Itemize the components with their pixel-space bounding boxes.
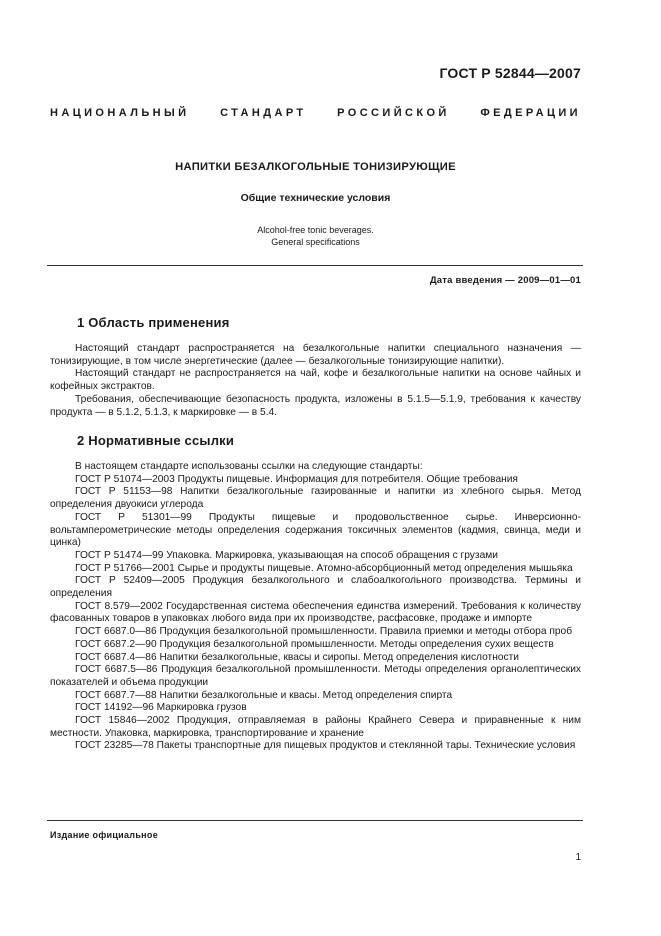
standard-number: ГОСТ Р 52844—2007 (439, 65, 581, 81)
reference-item: ГОСТ Р 51153—98 Напитки безалкогольные газированные и напитки из хлебного сырья. Метод определения двуокиси углерода (50, 486, 581, 511)
reference-item: ГОСТ 23285—78 Пакеты транспортные для пищевых продуктов и стеклянной тары. Технические условия (75, 740, 576, 752)
english-title (50, 224, 581, 248)
reference-item: ГОСТ 6687.7—88 Напитки безалкогольные и квасы. Метод определения спирта (75, 689, 453, 701)
footer-divider (47, 820, 583, 821)
reference-item: ГОСТ 14192—96 Маркировка грузов (75, 702, 247, 714)
reference-item: ГОСТ Р 51301—99 Продукты пищевые и продовольственное сырье. Инверсионно-вольтамперометрические методы определения содержания токсичных элементов (кадмия, свинца, меди и цинка) (50, 511, 581, 549)
english-title-line-2: General specifications (271, 237, 360, 247)
page-number: 1 (575, 852, 581, 863)
reference-item: ГОСТ 6687.5—86 Продукция безалкогольной промышленности. Методы определения органолептических показателей и объема продукции (50, 664, 581, 688)
document-title: НАПИТКИ БЕЗАЛКОГОЛЬНЫЕ ТОНИЗИРУЮЩИЕ (175, 161, 456, 173)
reference-item: ГОСТ Р 51766—2001 Сырье и продукты пищевые. Атомно-абсорбционный метод определения мышьяка (75, 562, 573, 574)
reference-item: ГОСТ 6687.4—86 Напитки безалкогольные, квасы и сиропы. Метод определения кислотности (75, 651, 519, 663)
reference-item: В настоящем стандарте использованы ссылки на следующие стандарты: (75, 461, 423, 472)
reference-item: ГОСТ 15846—2002 Продукция, отправляемая в районы Крайнего Севера и приравненные к ним местности. Упаковка, маркировка, транспортирование и хранение (50, 715, 581, 739)
document-subtitle: Общие технические условия (240, 192, 391, 204)
section-1-heading: 1 Область применения (77, 315, 230, 330)
section-1-paragraph: Требования, обеспечивающие безопасность продукта, изложены в 5.1.5—5.1.9, требования к качеству продукта — в 5.1.2, 5.1.3, к маркировке — в 5.4. (50, 393, 581, 418)
english-title-line-1: Alcohol-free tonic beverages. (257, 225, 374, 235)
section-1-paragraph: Настоящий стандарт распространяется на безалкогольные напитки специального назначения — тонизирующие, в том числе энергетические (далее — безалкогольные тонизирующие напитки). (50, 343, 581, 367)
section-2-heading: 2 Нормативные ссылки (77, 433, 235, 448)
reference-item: ГОСТ 6687.0—86 Продукция безалкогольной промышленности. Правила приемки и методы отбора проб (75, 626, 573, 638)
official-edition-label: Издание официальное (50, 830, 159, 840)
reference-item: ГОСТ Р 51074—2003 Продукты пищевые. Информация для потребителя. Общие требования (75, 473, 518, 485)
introduction-date: Дата введения — 2009—01—01 (429, 275, 581, 286)
reference-item: ГОСТ 8.579—2002 Государственная система обеспечения единства измерений. Требования к количеству фасованных товаров в упаковках любого вида при их производстве, расфасовке, продаже и импорте (50, 600, 581, 625)
reference-item: ГОСТ 6687.2—90 Продукция безалкогольной промышленности. Методы определения сухих веществ (75, 638, 554, 650)
national-standard-banner: НАЦИОНАЛЬНЫЙ СТАНДАРТ РОССИЙСКОЙ ФЕДЕРАЦИИ (50, 107, 581, 119)
reference-item: ГОСТ Р 51474—99 Упаковка. Маркировка, указывающая на способ обращения с грузами (75, 549, 498, 561)
section-1-paragraph: Настоящий стандарт не распространяется на чай, кофе и безалкогольные напитки на основе чайных и кофейных экстрактов. (50, 368, 581, 393)
title-divider (47, 265, 583, 266)
section-2-body (50, 461, 581, 753)
reference-item: ГОСТ Р 52409—2005 Продукция безалкогольного и слабоалкогольного производства. Термины и определения (50, 575, 581, 600)
section-1-body (50, 343, 581, 419)
